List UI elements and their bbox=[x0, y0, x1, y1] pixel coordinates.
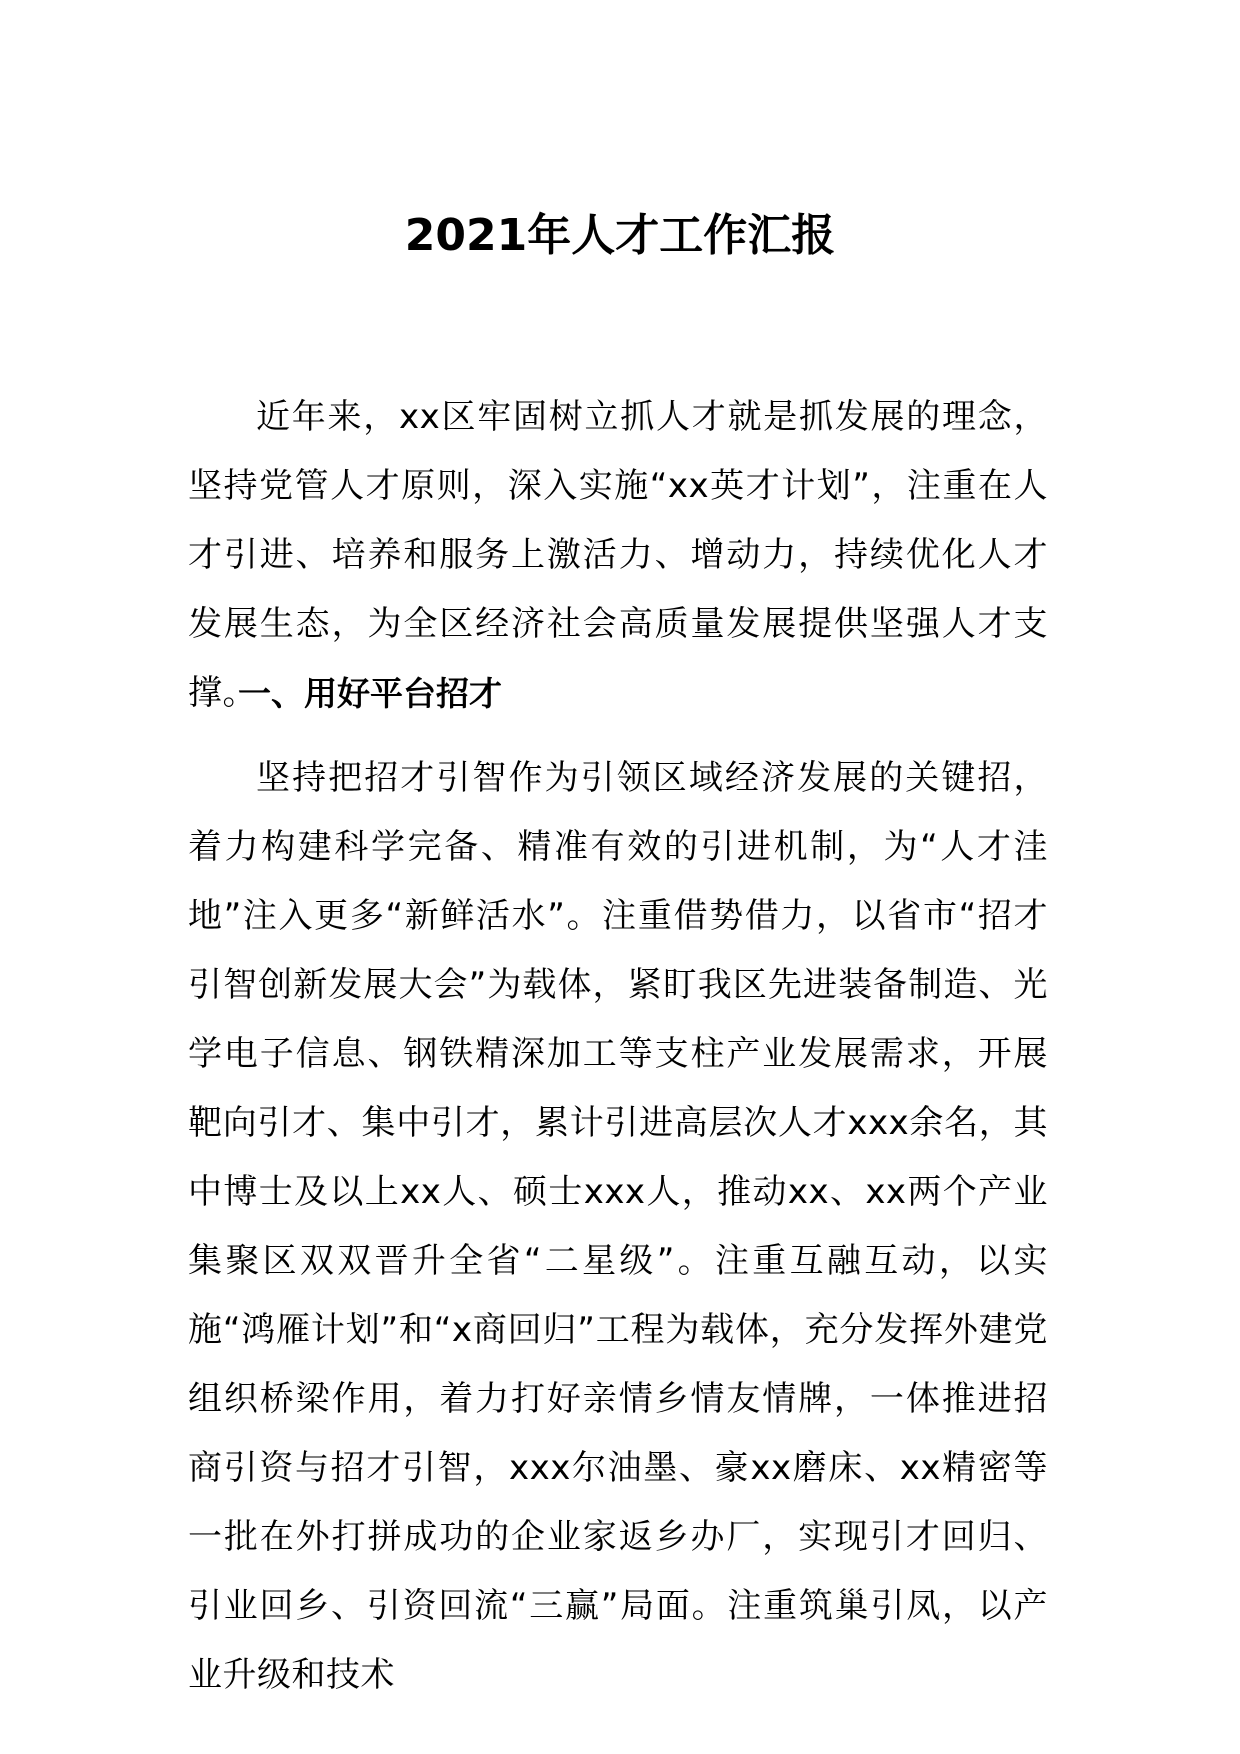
intro-paragraph: 近年来，xx区牢固树立抓人才就是抓发展的理念，坚持党管人才原则，深入实施“xx英才计划”，注重在人才引进、培养和服务上激活力、增动力，持续优化人才发展生态，为全区经济社会高质量发展提供坚强人才支撑。 bbox=[188, 397, 1048, 713]
section-paragraph: 坚持把招才引智作为引领区域经济发展的关键招，着力构建科学完备、精准有效的引进机制，为“人才洼地”注入更多“新鲜活水”。注重借势借力，以省市“招才引智创新发展大会”为载体，紧盯我区先进装备制造、光学电子信息、钢铁精深加工等支柱产业发展需求，开展靶向引才、集中引才，累计引进高层次人才xxx余名，其中博士及以上xx人、硕士xxx人，推动xx、xx两个产业集聚区双双晋升全省“二星级”。注重互融互动，以实施“鸿雁计划”和“x商回归”工程为载体，充分发挥外建党组织桥梁作用，着力打好亲情乡情友情牌，一体推进招商引资与招才引智，xxx尔油墨、豪xx磨床、xx精密等一批在外打拼成功的企业家返乡办厂，实现引才回归、引业回乡、引资回流“三赢”局面。注重筑巢引凤，以产业升级和技术 bbox=[188, 758, 1048, 1695]
document-title: 2021年人才工作汇报 bbox=[404, 210, 836, 261]
section-heading: 一、用好平台招才 bbox=[238, 674, 502, 713]
